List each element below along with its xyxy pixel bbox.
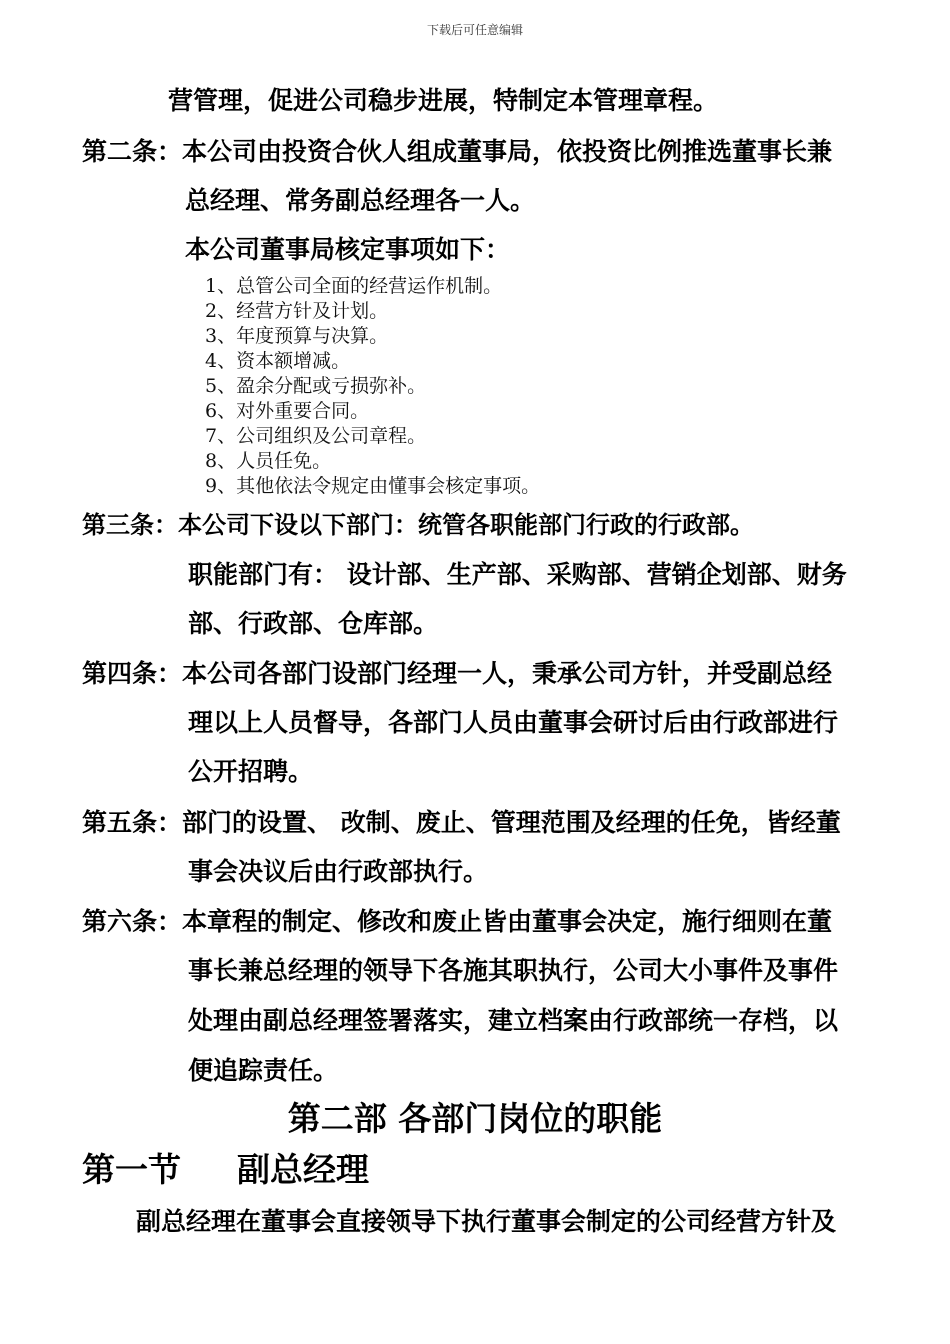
list-item: 6、对外重要合同。 (205, 400, 370, 422)
article-4-line-1: 第四条：本公司各部门设部门经理一人，秉承公司方针，并受副总经 (82, 659, 833, 688)
article-6-line-4: 便追踪责任。 (188, 1056, 339, 1085)
list-item: 5、盈余分配或亏损弥补。 (205, 375, 427, 397)
article-3-line-2: 职能部门有： 设计部、生产部、采购部、营销企划部、财务 (188, 560, 847, 589)
article-3-line-3: 部、行政部、仓库部。 (188, 609, 439, 638)
article-3-line-1: 第三条：本公司下设以下部门：统管各职能部门行政的行政部。 (82, 510, 754, 539)
article-2-line-2: 总经理、常务副总经理各一人。 (185, 186, 536, 215)
page-header: 下载后可任意编辑 (426, 23, 523, 37)
part-2-title: 第二部 各部门岗位的职能 (287, 1099, 663, 1138)
article-2-line-3: 本公司董事局核定事项如下： (185, 235, 511, 264)
article-2-line-1: 第二条：本公司由投资合伙人组成董事局，依投资比例推选董事长兼 (82, 137, 833, 166)
intro-line: 营管理，促进公司稳步进展，特制定本管理章程。 (168, 86, 719, 115)
list-item: 3、年度预算与决算。 (205, 325, 389, 347)
article-4-line-2: 理以上人员督导，各部门人员由董事会研讨后由行政部进行 (188, 708, 839, 737)
list-item: 7、公司组织及公司章程。 (205, 425, 427, 447)
list-item: 4、资本额增减。 (205, 350, 351, 372)
article-6-line-3: 处理由副总经理签署落实，建立档案由行政部统一存档，以 (188, 1006, 839, 1035)
section-1-paragraph: 副总经理在董事会直接领导下执行董事会制定的公司经营方针及 (136, 1207, 837, 1236)
section-1-heading (82, 1150, 369, 1189)
article-5-line-1: 第五条：部门的设置、 改制、废止、管理范围及经理的任免，皆经董 (82, 808, 841, 837)
list-item: 9、其他依法令规定由懂事会核定事项。 (205, 475, 541, 497)
section-title: 副总经理 (237, 1150, 369, 1189)
article-5-line-2: 事会决议后由行政部执行。 (188, 857, 489, 886)
article-4-line-3: 公开招聘。 (188, 757, 314, 786)
list-item: 2、经营方针及计划。 (205, 300, 389, 322)
article-6-line-2: 事长兼总经理的领导下各施其职执行，公司大小事件及事件 (188, 956, 839, 985)
list-item: 8、人员任免。 (205, 450, 332, 472)
section-number: 第一节 (82, 1150, 181, 1189)
article-6-line-1: 第六条：本章程的制定、修改和废止皆由董事会决定，施行细则在董 (82, 907, 833, 936)
list-item: 1、总管公司全面的经营运作机制。 (205, 275, 503, 297)
